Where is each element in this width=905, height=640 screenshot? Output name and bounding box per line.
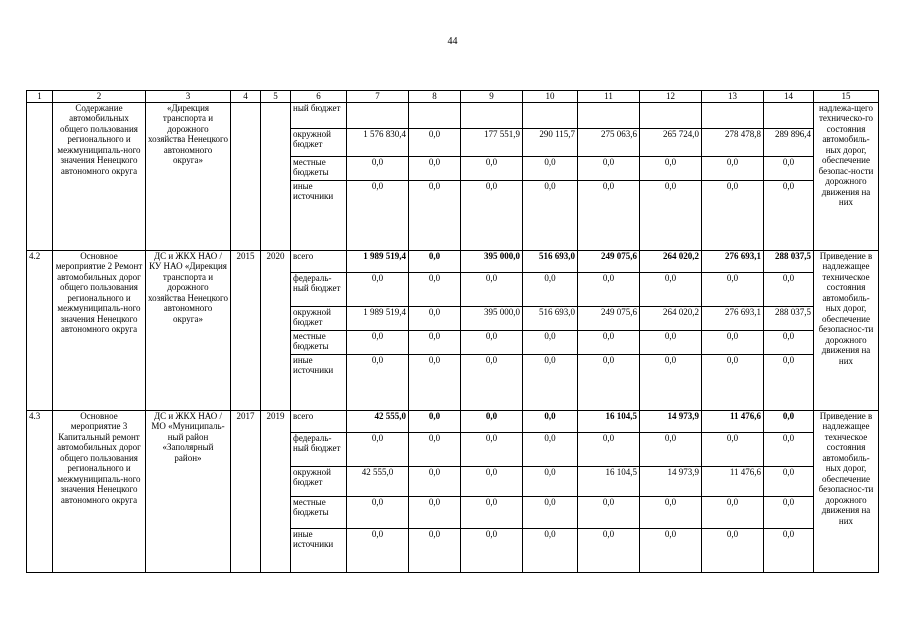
measure-name-cell: Содержание автомобильных общего пользования регионального и межмуниципаль-ного значения Ненецкого автономного округа <box>53 102 146 250</box>
column-number-cell: 9 <box>461 91 523 103</box>
value-cell: 0,0 <box>640 354 702 410</box>
value-cell: 289 896,4 <box>764 128 814 156</box>
value-cell <box>702 102 764 128</box>
value-cell: 0,0 <box>347 354 409 410</box>
executor-cell: ДС и ЖКХ НАО / МО «Муниципаль-ный район «Заполярный район» <box>146 410 231 572</box>
value-cell: 0,0 <box>409 466 461 496</box>
value-cell: 0,0 <box>578 432 640 466</box>
value-cell: 0,0 <box>461 432 523 466</box>
value-cell: 275 063,6 <box>578 128 640 156</box>
value-cell: 0,0 <box>409 156 461 180</box>
value-cell: 0,0 <box>409 410 461 432</box>
value-cell: 11 476,6 <box>702 410 764 432</box>
value-cell: 0,0 <box>702 156 764 180</box>
value-cell: 249 075,6 <box>578 250 640 272</box>
start-year-cell <box>231 102 261 250</box>
value-cell: 276 693,1 <box>702 306 764 330</box>
value-cell: 0,0 <box>764 330 814 354</box>
value-cell: 0,0 <box>578 272 640 306</box>
value-cell <box>764 102 814 128</box>
source-cell: местные бюджеты <box>291 496 347 528</box>
value-cell: 0,0 <box>461 496 523 528</box>
value-cell <box>640 102 702 128</box>
value-cell: 516 693,0 <box>523 306 578 330</box>
value-cell: 0,0 <box>764 496 814 528</box>
value-cell: 0,0 <box>523 432 578 466</box>
end-year-cell <box>261 102 291 250</box>
value-cell <box>523 102 578 128</box>
value-cell: 290 115,7 <box>523 128 578 156</box>
column-number-cell: 2 <box>53 91 146 103</box>
value-cell: 0,0 <box>640 496 702 528</box>
result-cell: надлежа-щего техническо-го состояния автомобиль-ных дорог, обеспечение безопас-ности дорожного движения на них <box>814 102 879 250</box>
num-cell: 4.3 <box>27 410 53 572</box>
value-cell: 0,0 <box>461 466 523 496</box>
source-cell: иные источники <box>291 528 347 572</box>
value-cell <box>347 102 409 128</box>
value-cell: 0,0 <box>523 156 578 180</box>
column-number-cell: 12 <box>640 91 702 103</box>
value-cell <box>461 102 523 128</box>
value-cell: 0,0 <box>409 272 461 306</box>
value-cell: 395 000,0 <box>461 250 523 272</box>
value-cell: 0,0 <box>764 528 814 572</box>
value-cell: 0,0 <box>409 128 461 156</box>
value-cell: 288 037,5 <box>764 250 814 272</box>
value-cell: 0,0 <box>578 528 640 572</box>
column-number-cell: 13 <box>702 91 764 103</box>
value-cell: 0,0 <box>640 272 702 306</box>
value-cell: 0,0 <box>347 330 409 354</box>
value-cell: 0,0 <box>347 272 409 306</box>
source-cell: окружной бюджет <box>291 128 347 156</box>
executor-cell: ДС и ЖКХ НАО / КУ НАО «Дирекция транспорта и дорожного хозяйства Ненецкого автономного округа» <box>146 250 231 410</box>
table-row <box>27 250 879 272</box>
column-number-cell: 14 <box>764 91 814 103</box>
value-cell: 395 000,0 <box>461 306 523 330</box>
value-cell: 0,0 <box>461 156 523 180</box>
value-cell: 0,0 <box>578 156 640 180</box>
value-cell: 0,0 <box>578 180 640 250</box>
value-cell: 0,0 <box>702 496 764 528</box>
value-cell: 0,0 <box>764 432 814 466</box>
value-cell: 0,0 <box>702 432 764 466</box>
value-cell: 0,0 <box>764 354 814 410</box>
value-cell: 0,0 <box>702 330 764 354</box>
value-cell: 265 724,0 <box>640 128 702 156</box>
value-cell <box>578 102 640 128</box>
table-row <box>27 410 879 432</box>
column-number-cell: 15 <box>814 91 879 103</box>
value-cell: 278 478,8 <box>702 128 764 156</box>
value-cell: 0,0 <box>461 528 523 572</box>
value-cell: 0,0 <box>409 496 461 528</box>
value-cell: 0,0 <box>523 528 578 572</box>
column-number-row <box>27 91 879 103</box>
start-year-cell: 2017 <box>231 410 261 572</box>
column-number-cell: 3 <box>146 91 231 103</box>
value-cell: 16 104,5 <box>578 410 640 432</box>
result-cell: Приведение в надлежащее технческое состояния автомобиль-ных дорог, обеспечение безопаснос-ти дорожного движения на них <box>814 410 879 572</box>
value-cell: 0,0 <box>523 354 578 410</box>
source-cell: иные источники <box>291 180 347 250</box>
value-cell: 0,0 <box>409 180 461 250</box>
value-cell: 0,0 <box>764 466 814 496</box>
value-cell: 288 037,5 <box>764 306 814 330</box>
value-cell: 0,0 <box>702 180 764 250</box>
value-cell: 0,0 <box>347 156 409 180</box>
end-year-cell: 2020 <box>261 250 291 410</box>
column-number-cell: 5 <box>261 91 291 103</box>
value-cell: 0,0 <box>461 330 523 354</box>
value-cell: 0,0 <box>764 156 814 180</box>
page-number: 44 <box>447 36 458 47</box>
value-cell: 0,0 <box>640 432 702 466</box>
source-cell: окружной бюджет <box>291 466 347 496</box>
start-year-cell: 2015 <box>231 250 261 410</box>
value-cell: 0,0 <box>764 410 814 432</box>
source-cell: местные бюджеты <box>291 330 347 354</box>
value-cell: 0,0 <box>523 330 578 354</box>
value-cell: 264 020,2 <box>640 250 702 272</box>
value-cell: 0,0 <box>523 496 578 528</box>
column-number-cell: 8 <box>409 91 461 103</box>
value-cell: 0,0 <box>409 528 461 572</box>
source-cell: ный бюджет <box>291 102 347 128</box>
source-cell: всего <box>291 250 347 272</box>
source-cell: иные источники <box>291 354 347 410</box>
value-cell: 1 989 519,4 <box>347 250 409 272</box>
value-cell: 0,0 <box>461 354 523 410</box>
value-cell: 0,0 <box>578 330 640 354</box>
value-cell: 0,0 <box>578 496 640 528</box>
source-cell: всего <box>291 410 347 432</box>
value-cell: 0,0 <box>523 272 578 306</box>
value-cell: 0,0 <box>523 466 578 496</box>
value-cell: 14 973,9 <box>640 410 702 432</box>
value-cell: 0,0 <box>461 272 523 306</box>
value-cell: 0,0 <box>461 180 523 250</box>
source-cell: местные бюджеты <box>291 156 347 180</box>
value-cell: 42 555,0 <box>347 410 409 432</box>
column-number-cell: 7 <box>347 91 409 103</box>
value-cell: 0,0 <box>347 180 409 250</box>
value-cell: 0,0 <box>702 354 764 410</box>
value-cell: 14 973,9 <box>640 466 702 496</box>
value-cell: 0,0 <box>640 180 702 250</box>
value-cell: 249 075,6 <box>578 306 640 330</box>
value-cell: 264 020,2 <box>640 306 702 330</box>
value-cell: 0,0 <box>702 528 764 572</box>
column-number-cell: 1 <box>27 91 53 103</box>
value-cell: 0,0 <box>640 528 702 572</box>
table-row <box>27 102 879 128</box>
value-cell: 0,0 <box>409 354 461 410</box>
value-cell: 42 555,0 <box>347 466 409 496</box>
num-cell <box>27 102 53 250</box>
value-cell: 0,0 <box>409 250 461 272</box>
value-cell: 0,0 <box>640 156 702 180</box>
value-cell <box>409 102 461 128</box>
value-cell: 0,0 <box>640 330 702 354</box>
column-number-cell: 10 <box>523 91 578 103</box>
measure-name-cell: Основное мероприятие 2 Ремонт автомобильных дорог общего пользования регионального и межмуниципаль-ного значения Ненецкого автономного округа <box>53 250 146 410</box>
column-number-cell: 11 <box>578 91 640 103</box>
value-cell: 0,0 <box>347 496 409 528</box>
value-cell: 0,0 <box>461 410 523 432</box>
value-cell: 276 693,1 <box>702 250 764 272</box>
value-cell: 0,0 <box>764 272 814 306</box>
measure-name-cell: Основное мероприятие 3 Капитальный ремонт автомобильных дорог общего пользования регионального и межмуниципаль-ного значения Ненецкого автономного округа <box>53 410 146 572</box>
value-cell: 516 693,0 <box>523 250 578 272</box>
budget-table <box>26 90 879 573</box>
value-cell: 0,0 <box>347 528 409 572</box>
value-cell: 0,0 <box>764 180 814 250</box>
value-cell: 0,0 <box>523 410 578 432</box>
value-cell: 0,0 <box>523 180 578 250</box>
end-year-cell: 2019 <box>261 410 291 572</box>
value-cell: 1 576 830,4 <box>347 128 409 156</box>
value-cell: 0,0 <box>409 432 461 466</box>
value-cell: 0,0 <box>409 306 461 330</box>
source-cell: федераль-ный бюджет <box>291 272 347 306</box>
value-cell: 11 476,6 <box>702 466 764 496</box>
value-cell: 0,0 <box>578 354 640 410</box>
value-cell: 0,0 <box>409 330 461 354</box>
column-number-cell: 4 <box>231 91 261 103</box>
num-cell: 4.2 <box>27 250 53 410</box>
source-cell: окружной бюджет <box>291 306 347 330</box>
value-cell: 1 989 519,4 <box>347 306 409 330</box>
value-cell: 16 104,5 <box>578 466 640 496</box>
executor-cell: «Дирекция транспорта и дорожного хозяйства Ненецкого автономного округа» <box>146 102 231 250</box>
value-cell: 0,0 <box>702 272 764 306</box>
source-cell: федераль-ный бюджет <box>291 432 347 466</box>
value-cell: 177 551,9 <box>461 128 523 156</box>
column-number-cell: 6 <box>291 91 347 103</box>
value-cell: 0,0 <box>347 432 409 466</box>
result-cell: Приведение в надлежащее техническое состояния автомобиль-ных дорог, обеспечение безопаснос-ти дорожного движения на них <box>814 250 879 410</box>
